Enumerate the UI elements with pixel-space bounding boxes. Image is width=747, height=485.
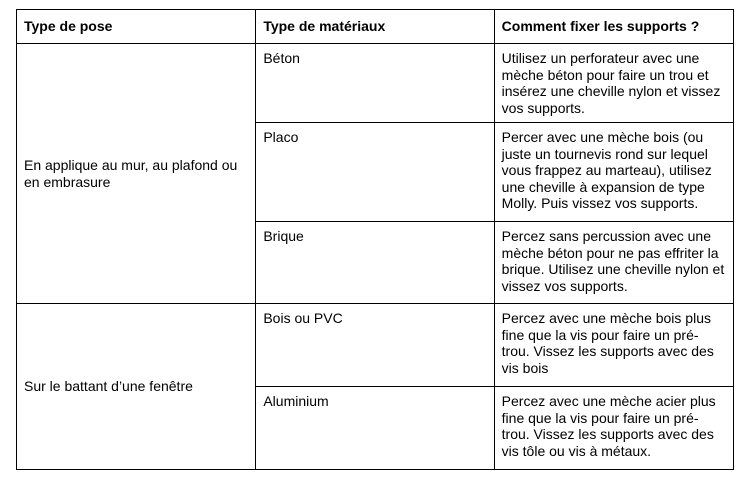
pose-cell-wall-ceiling: En applique au mur, au plafond ou en embrasure [17,44,256,304]
instruction-cell: Percer avec une mèche bois (ou juste un tournevis rond sur lequel vous frappez au marteau), utilisez une cheville à expansion de type Molly. Puis vissez vos supports. [494,123,733,222]
material-cell: Aluminium [256,387,494,470]
pose-cell-window-sash: Sur le battant d’une fenêtre [17,304,256,470]
table-header-row [17,10,734,44]
instruction-cell: Percez avec une mèche acier plus fine que la vis pour faire un pré-trou. Vissez les supports avec des vis tôle ou vis à métaux. [494,387,733,470]
table-row [17,44,734,123]
table-row [17,304,734,387]
material-cell: Béton [256,44,494,123]
material-cell: Placo [256,123,494,222]
fixing-supports-table [16,9,734,470]
header-type-de-pose: Type de pose [17,10,256,44]
material-cell: Bois ou PVC [256,304,494,387]
header-comment-fixer: Comment fixer les supports ? [494,10,733,44]
instruction-cell: Percez sans percussion avec une mèche béton pour ne pas effriter la brique. Utilisez une cheville nylon et vissez vos supports. [494,222,733,304]
instruction-cell: Utilisez un perforateur avec une mèche béton pour faire un trou et insérez une cheville nylon et vissez vos supports. [494,44,733,123]
instruction-cell: Percez avec une mèche bois plus fine que la vis pour faire un pré-trou. Vissez les supports avec des vis bois [494,304,733,387]
header-type-de-materiaux: Type de matériaux [256,10,494,44]
material-cell: Brique [256,222,494,304]
